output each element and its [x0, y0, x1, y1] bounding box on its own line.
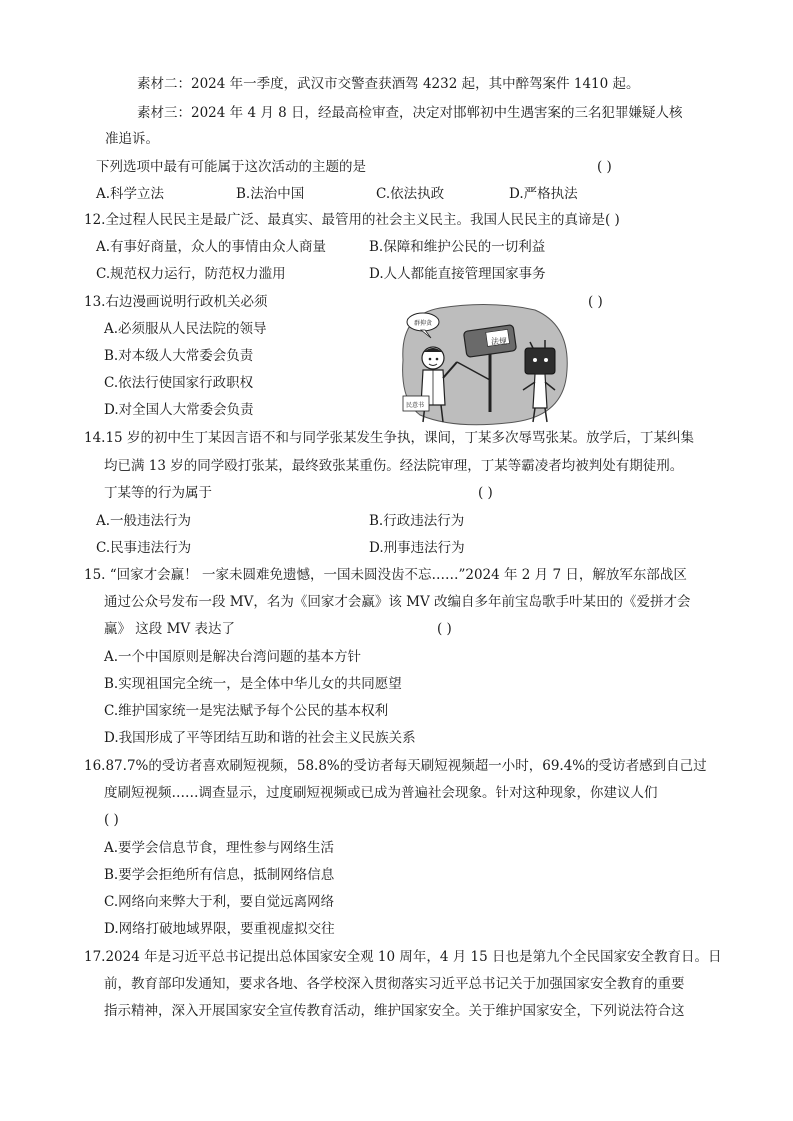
q16-option-b[interactable]: B.要学会拒绝所有信息，抵制网络信息 [104, 867, 335, 883]
q17-stem-line2: 前，教育部印发通知，要求各地、各学校深入贯彻落实习近平总书记关于加强国家安全教育的重要 [104, 976, 685, 992]
q16-stem-line1: 16.87.7%的受访者喜欢刷短视频，58.8%的受访者每天刷短视频超一小时，69.4%的受访者感到自己过 [84, 758, 707, 774]
q16-option-c[interactable]: C.网络向来弊大于利，要自觉远离网络 [104, 894, 335, 910]
q15-option-a[interactable]: A.一个中国原则是解决台湾问题的基本方针 [104, 649, 362, 665]
q11-answer-bracket[interactable]: ( ) [597, 159, 612, 175]
q14-option-a[interactable]: A.一般违法行为 [96, 513, 192, 529]
q16-stem-line2: 度刷短视频……调查显示，过度刷短视频或已成为普遍社会现象。针对这种现象，你建议人们 [104, 785, 658, 801]
q12-option-d[interactable]: D.人人都能直接管理国家事务 [369, 266, 546, 282]
q12-option-a[interactable]: A.有事好商量，众人的事情由众人商量 [96, 239, 327, 255]
q13-option-c[interactable]: C.依法行使国家行政职权 [104, 375, 254, 391]
material-2: 素材二：2024 年一季度，武汉市交警查获酒驾 4232 起，其中醉驾案件 1410 起。 [137, 76, 640, 92]
q15-option-c[interactable]: C.维护国家统一是宪法赋予每个公民的基本权利 [104, 703, 389, 719]
q14-stem-line3: 丁某等的行为属于 [104, 485, 212, 501]
q12-stem: 12.全过程人民民主是最广泛、最真实、最管用的社会主义民主。我国人民民主的真谛是( ) [84, 212, 620, 228]
q15-option-b[interactable]: B.实现祖国完全统一，是全体中华儿女的共同愿望 [104, 676, 402, 692]
q13-option-d[interactable]: D.对全国人大常委会负责 [104, 402, 254, 418]
q11-option-c[interactable]: C.依法执政 [376, 186, 445, 202]
q14-stem-line1: 14.15 岁的初中生丁某因言语不和与同学张某发生争执，课间，丁某多次辱骂张某。放学后，丁某纠集 [84, 430, 694, 446]
q15-option-d[interactable]: D.我国形成了平等团结互助和谐的社会主义民族关系 [104, 730, 416, 746]
comic-drawing [395, 300, 575, 430]
q11-option-b[interactable]: B.法治中国 [236, 186, 305, 202]
q15-stem-line3: 赢》 这段 MV 表达了 [104, 621, 235, 637]
comic-paper-text: 民意书 [406, 402, 425, 409]
q11-option-d[interactable]: D.严格执法 [509, 186, 578, 202]
material-3-line2: 准追诉。 [105, 131, 159, 147]
q17-stem-line3: 指示精神，深入开展国家安全宣传教育活动，维护国家安全。关于维护国家安全，下列说法符合这 [104, 1003, 685, 1019]
q15-answer-bracket[interactable]: ( ) [437, 621, 452, 637]
q16-option-d[interactable]: D.网络打破地域界限，要重视虚拟交往 [104, 921, 335, 937]
q13-comic-illustration [395, 300, 575, 430]
q11-stem: 下列选项中最有可能属于这次活动的主题的是 [96, 159, 366, 175]
q13-answer-bracket[interactable]: ( ) [588, 294, 603, 310]
q12-option-c[interactable]: C.规范权力运行，防范权力滥用 [96, 266, 286, 282]
q15-stem-line2: 通过公众号发布一段 MV，名为《回家才会赢》该 MV 改编自多年前宝岛歌手叶某田的《爱拼才会 [104, 594, 691, 610]
q11-option-a[interactable]: A.科学立法 [96, 186, 165, 202]
q13-stem: 13.右边漫画说明行政机关必须 [84, 294, 268, 310]
q12-option-b[interactable]: B.保障和维护公民的一切利益 [369, 239, 546, 255]
q14-option-c[interactable]: C.民事违法行为 [96, 540, 192, 556]
q16-answer-bracket[interactable]: ( ) [104, 812, 119, 828]
q14-answer-bracket[interactable]: ( ) [478, 485, 493, 501]
q16-option-a[interactable]: A.要学会信息节食，理性参与网络生活 [104, 840, 335, 856]
q14-option-d[interactable]: D.刑事违法行为 [369, 540, 465, 556]
q13-option-b[interactable]: B.对本级人大常委会负责 [104, 348, 254, 364]
q15-stem-line1: 15. “回家才会赢！ 一家未圆难免遗憾，一国未圆没齿不忘……”2024 年 2 月 7 日，解放军东部战区 [84, 567, 687, 583]
q17-stem-line1: 17.2024 年是习近平总书记提出总体国家安全观 10 周年，4 月 15 日也是第九个全民国家安全教育日。日 [84, 949, 722, 965]
q14-stem-line2: 均已满 13 岁的同学殴打张某，最终致张某重伤。经法院审理，丁某等霸凌者均被判处有期徒刑。 [104, 458, 684, 474]
q13-option-a[interactable]: A.必须服从人民法院的领导 [104, 321, 267, 337]
q14-option-b[interactable]: B.行政违法行为 [369, 513, 465, 529]
material-3-line1: 素材三：2024 年 4 月 8 日，经最高检审查，决定对邯郸初中生遇害案的三名犯罪嫌疑人核 [137, 105, 683, 121]
comic-hammer-text: 法规 [491, 337, 507, 346]
comic-bubble-text: 群抑贪 [414, 320, 433, 327]
